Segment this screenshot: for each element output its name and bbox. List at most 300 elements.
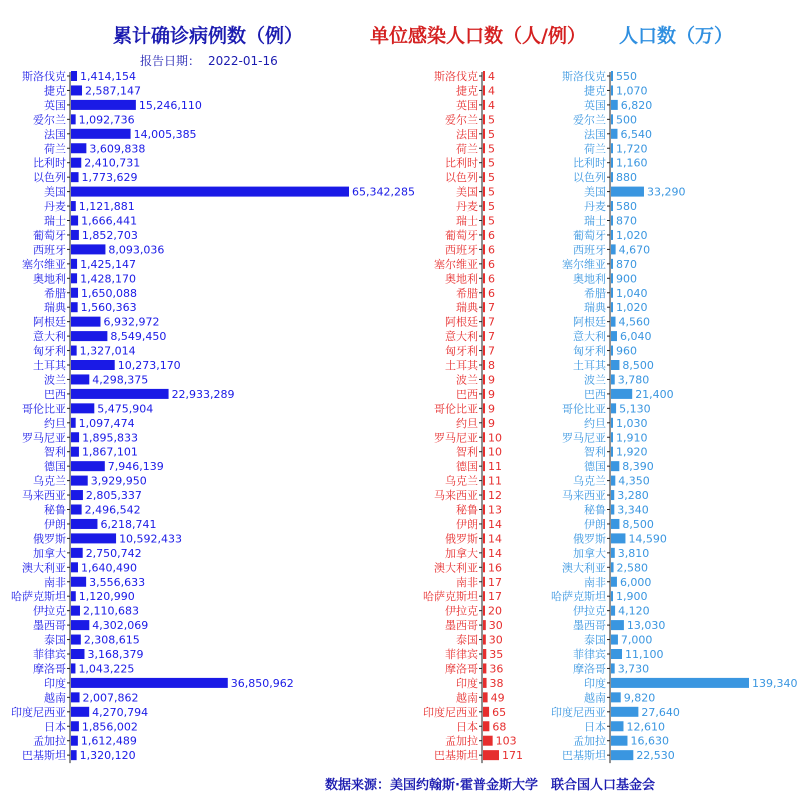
pop-bar [611,533,625,543]
cases-value-label: 1,856,002 [81,720,138,734]
ratio-category-label: 澳大利亚 [434,561,478,575]
pop-value-label: 4,120 [618,604,650,618]
ratio-category-label: 捷克 [456,84,478,98]
ratio-category-label: 法国 [456,127,478,141]
pop-category-label: 菲律宾 [573,648,606,661]
pop-category-label: 瑞士 [584,214,606,228]
cases-bar [71,201,76,211]
ratio-value-label: 171 [502,749,523,763]
pop-category-label: 以色列 [573,171,606,185]
pop-category-label: 哥伦比亚 [562,402,606,416]
pop-bar [611,678,749,688]
pop-bar [611,490,614,500]
ratio-category-label: 俄罗斯 [445,532,478,546]
cases-category-label: 波兰 [44,373,66,387]
ratio-value-label: 9 [488,416,495,430]
pop-category-label: 捷克 [584,84,606,98]
pop-value-label: 960 [616,344,637,358]
cases-value-label: 10,273,170 [117,359,181,372]
ratio-value-label: 68 [492,720,507,734]
pop-category-label: 比利时 [573,156,606,170]
ratio-category-label: 泰国 [456,633,478,647]
ratio-bar [483,678,487,688]
pop-category-label: 孟加拉 [573,734,606,748]
ratio-bar [483,663,486,673]
cases-category-label: 日本 [44,720,66,734]
cases-bar [71,259,77,269]
ratio-value-label: 7 [488,315,495,329]
cases-category-label: 土耳其 [33,359,66,372]
cases-value-label: 1,666,441 [81,214,138,228]
cases-value-label: 65,342,285 [352,185,415,199]
pop-category-label: 泰国 [584,633,606,647]
pop-value-label: 22,530 [636,749,675,763]
ratio-bar [483,374,485,384]
cases-bar [71,114,76,124]
pop-bar [611,707,638,717]
ratio-value-label: 5 [488,142,495,156]
panel-pop [551,69,798,763]
ratio-value-label: 4 [488,84,495,98]
cases-category-label: 南非 [44,575,66,589]
ratio-category-label: 荷兰 [456,142,478,156]
ratio-bar [483,302,485,312]
cases-bar [71,548,83,558]
pop-bar [611,389,632,399]
pop-category-label: 马来西亚 [562,489,606,503]
cases-value-label: 7,946,139 [107,460,164,474]
ratio-bar [483,288,485,298]
pop-value-label: 33,290 [646,185,686,199]
pop-category-label: 葡萄牙 [573,228,606,242]
ratio-bar [483,490,485,500]
cases-bar [71,158,81,168]
pop-bar [611,216,613,226]
cases-value-label: 3,609,838 [89,142,146,156]
pop-category-label: 巴西 [584,387,606,401]
cases-bar [71,187,349,197]
panel-cases [11,69,415,763]
pop-value-label: 8,390 [622,460,654,474]
cases-bar [71,172,79,182]
pop-value-label: 3,730 [617,662,650,676]
pop-bar [611,187,644,197]
cases-bar [71,273,77,283]
cases-value-label: 1,414,154 [80,70,137,83]
cases-bar [71,635,81,645]
cases-category-label: 法国 [44,127,66,141]
cases-value-label: 1,097,474 [78,416,135,430]
cases-bar [71,606,80,616]
cases-category-label: 希腊 [44,286,66,300]
ratio-bar [483,606,485,616]
ratio-value-label: 7 [488,330,495,344]
pop-value-label: 6,040 [619,330,652,344]
pop-category-label: 爱尔兰 [573,113,606,127]
pop-value-label: 8,500 [622,517,654,531]
pop-bar [611,346,613,356]
ratio-bar [483,476,485,486]
cases-value-label: 1,773,629 [81,171,138,185]
ratio-category-label: 伊拉克 [445,604,478,618]
ratio-value-label: 17 [488,575,502,589]
ratio-category-label: 墨西哥 [445,619,478,633]
cases-category-label: 乌克兰 [33,474,66,488]
pop-value-label: 870 [616,214,637,228]
ratio-category-label: 哈萨克斯坦 [423,590,478,604]
ratio-bar [483,71,485,81]
cases-value-label: 1,640,490 [80,561,137,575]
ratio-category-label: 意大利 [445,330,478,344]
pop-bar [611,750,633,760]
pop-value-label: 16,630 [630,734,669,748]
cases-value-label: 1,327,014 [79,344,136,358]
cases-value-label: 1,121,881 [78,200,135,214]
cases-value-label: 1,043,225 [78,662,135,676]
ratio-value-label: 5 [488,171,495,185]
ratio-bar [483,259,485,269]
cases-bar [71,418,76,428]
cases-value-label: 5,475,904 [97,402,154,416]
cases-bar [71,432,79,442]
cases-category-label: 意大利 [33,330,66,344]
cases-category-label: 西班牙 [33,243,66,257]
ratio-value-label: 49 [490,691,505,705]
ratio-bar [483,216,485,226]
ratio-bar [483,100,485,110]
pop-bar [611,620,624,630]
ratio-category-label: 巴基斯坦 [434,749,478,763]
source-note: 数据来源：美国约翰斯·霍普金斯大学 联合国人口基金会 [325,778,655,793]
pop-bar [611,317,616,327]
pop-bar [611,577,617,587]
pop-category-label: 阿根廷 [573,315,606,329]
pop-bar [611,432,613,442]
cases-bar [71,490,83,500]
pop-category-label: 俄罗斯 [573,532,606,546]
ratio-value-label: 103 [495,734,517,748]
ratio-value-label: 5 [488,156,495,170]
ratio-value-label: 13 [488,503,502,517]
ratio-value-label: 14 [488,546,502,560]
cases-bar [71,591,76,601]
pop-category-label: 日本 [584,720,606,734]
cases-value-label: 3,556,633 [89,575,146,589]
ratio-bar [483,187,485,197]
pop-value-label: 880 [616,171,637,185]
ratio-value-label: 36 [489,662,504,676]
ratio-category-label: 丹麦 [456,200,478,214]
pop-value-label: 8,500 [622,359,654,372]
cases-bar [71,562,78,572]
ratio-bar [483,317,485,327]
pop-value-label: 13,030 [626,619,666,633]
pop-value-label: 870 [616,257,637,271]
pop-bar [611,288,613,298]
cases-value-label: 1,650,088 [81,286,138,300]
ratio-value-label: 5 [488,214,495,228]
ratio-value-label: 4 [488,70,495,83]
cases-category-label: 菲律宾 [33,648,66,661]
ratio-category-label: 土耳其 [445,359,478,372]
pop-bar [611,403,616,413]
pop-bar [611,143,613,153]
ratio-category-label: 约旦 [456,416,478,430]
ratio-category-label: 加拿大 [445,546,478,560]
pop-bar [611,476,615,486]
cases-value-label: 36,850,962 [230,676,294,690]
cases-value-label: 6,932,972 [103,315,160,329]
cases-category-label: 智利 [44,445,66,459]
pop-bar [611,721,623,731]
cases-category-label: 瑞典 [44,301,66,315]
ratio-value-label: 14 [488,532,502,546]
pop-value-label: 6,820 [620,98,653,112]
pop-bar [611,302,613,312]
ratio-category-label: 瑞士 [456,214,478,228]
cases-bar [71,100,136,110]
ratio-bar [483,750,499,760]
ratio-bar [483,591,485,601]
cases-category-label: 加拿大 [33,546,66,560]
ratio-category-label: 塞尔维亚 [434,257,478,271]
ratio-category-label: 摩洛哥 [445,662,478,676]
cases-bar [71,85,82,95]
ratio-category-label: 西班牙 [445,243,478,257]
pop-value-label: 6,540 [620,127,652,141]
ratio-value-label: 5 [488,200,495,214]
cases-bar [71,678,228,688]
ratio-category-label: 智利 [456,445,478,459]
pop-category-label: 塞尔维亚 [562,257,606,271]
report-date: 2022-01-16 [208,54,278,68]
ratio-category-label: 孟加拉 [445,734,478,748]
ratio-value-label: 7 [488,301,495,315]
pop-bar [611,114,613,124]
pop-value-label: 1,900 [616,590,648,604]
ratio-value-label: 12 [488,489,502,503]
ratio-category-label: 以色列 [445,171,478,185]
ratio-category-label: 奥地利 [445,272,478,286]
cases-value-label: 10,592,433 [119,532,183,546]
pop-bar [611,663,615,673]
pop-category-label: 荷兰 [584,142,606,156]
ratio-value-label: 6 [488,228,495,242]
title-cases: 累计确诊病例数（例） [112,25,304,47]
ratio-bar [483,273,485,283]
ratio-category-label: 美国 [456,185,478,199]
pop-value-label: 11,100 [624,648,664,661]
pop-category-label: 波兰 [584,373,606,387]
pop-value-label: 1,160 [616,156,648,170]
cases-category-label: 墨西哥 [33,619,66,633]
cases-category-label: 荷兰 [44,142,66,156]
cases-value-label: 8,549,450 [110,330,167,344]
pop-bar [611,259,613,269]
pop-bar [611,635,618,645]
cases-value-label: 2,587,147 [85,84,141,98]
ratio-value-label: 9 [488,373,495,387]
pop-category-label: 智利 [584,445,606,459]
ratio-bar [483,244,485,254]
cases-bar [71,707,89,717]
ratio-category-label: 哥伦比亚 [434,402,478,416]
cases-bar [71,692,80,702]
ratio-bar [483,721,489,731]
ratio-value-label: 14 [488,517,502,531]
pop-bar [611,736,627,746]
cases-category-label: 德国 [44,460,66,474]
pop-category-label: 斯洛伐克 [562,70,606,83]
ratio-value-label: 6 [488,243,495,257]
cases-value-label: 1,867,101 [81,445,138,459]
cases-value-label: 2,308,615 [83,633,140,647]
pop-category-label: 摩洛哥 [573,662,606,676]
cases-value-label: 14,005,385 [133,127,197,141]
pop-value-label: 139,340 [752,676,798,690]
ratio-category-label: 德国 [456,460,478,474]
cases-value-label: 1,425,147 [80,257,137,271]
ratio-value-label: 65 [492,705,507,719]
ratio-value-label: 6 [488,272,495,286]
pop-category-label: 匈牙利 [573,344,606,358]
ratio-bar [483,158,485,168]
pop-bar [611,273,613,283]
ratio-category-label: 爱尔兰 [445,113,478,127]
pop-value-label: 1,020 [616,301,648,315]
cases-value-label: 1,428,170 [80,272,137,286]
cases-value-label: 2,410,731 [84,156,141,170]
ratio-category-label: 波兰 [456,373,478,387]
cases-category-label: 美国 [44,185,66,199]
cases-bar [71,71,77,81]
ratio-bar [483,432,485,442]
cases-category-label: 英国 [44,98,66,112]
ratio-bar [483,533,485,543]
ratio-value-label: 6 [488,286,495,300]
pop-value-label: 900 [616,272,637,286]
cases-value-label: 3,929,950 [90,474,147,488]
pop-value-label: 6,000 [619,575,652,589]
pop-category-label: 伊朗 [584,517,606,531]
ratio-value-label: 8 [488,359,495,372]
ratio-bar [483,548,485,558]
pop-value-label: 7,000 [620,633,653,647]
ratio-value-label: 6 [488,257,495,271]
cases-category-label: 巴西 [44,387,66,401]
pop-bar [611,548,615,558]
cases-category-label: 捷克 [44,84,66,98]
ratio-category-label: 马来西亚 [434,489,478,503]
ratio-bar [483,403,485,413]
pop-category-label: 奥地利 [573,272,606,286]
cases-bar [71,736,78,746]
pop-value-label: 27,640 [641,705,680,719]
pop-value-label: 4,670 [618,243,651,257]
pop-value-label: 4,350 [618,474,650,488]
ratio-bar [483,346,485,356]
cases-value-label: 1,320,120 [79,749,136,763]
pop-category-label: 墨西哥 [573,619,606,633]
ratio-category-label: 乌克兰 [445,474,478,488]
cases-category-label: 伊朗 [44,517,66,531]
ratio-bar [483,692,488,702]
ratio-value-label: 20 [488,604,502,618]
pop-value-label: 1,920 [616,445,648,459]
pop-value-label: 3,810 [617,546,650,560]
cases-category-label: 巴基斯坦 [22,749,66,763]
cases-bar [71,389,169,399]
ratio-bar [483,736,493,746]
cases-value-label: 1,560,363 [80,301,137,315]
cases-value-label: 2,496,542 [84,503,141,517]
cases-value-label: 15,246,110 [138,98,202,112]
pop-value-label: 3,280 [617,489,649,503]
cases-bar [71,331,107,341]
ratio-bar [483,114,485,124]
pop-bar [611,129,617,139]
cases-category-label: 伊拉克 [33,604,66,618]
pop-category-label: 哈萨克斯坦 [551,590,606,604]
ratio-value-label: 30 [488,633,503,647]
pop-bar [611,519,619,529]
cases-bar [71,288,78,298]
pop-category-label: 美国 [584,185,606,199]
cases-category-label: 哈萨克斯坦 [11,590,66,604]
pop-value-label: 1,030 [616,416,648,430]
pop-value-label: 550 [616,70,637,83]
cases-category-label: 奥地利 [33,272,66,286]
pop-category-label: 西班牙 [573,243,606,257]
cases-bar [71,461,105,471]
ratio-bar [483,331,485,341]
cases-category-label: 阿根廷 [33,315,66,329]
pop-category-label: 印度尼西亚 [551,705,606,719]
cases-value-label: 1,895,833 [82,431,139,445]
pop-bar [611,244,616,254]
cases-category-label: 印度 [44,676,66,690]
ratio-category-label: 斯洛伐克 [434,70,478,83]
ratio-bar [483,635,486,645]
cases-bar [71,360,115,370]
ratio-category-label: 菲律宾 [445,648,478,661]
pop-value-label: 12,610 [626,720,665,734]
cases-category-label: 比利时 [33,156,66,170]
cases-value-label: 2,805,337 [85,489,142,503]
cases-value-label: 8,093,036 [108,243,165,257]
cases-category-label: 爱尔兰 [33,113,66,127]
ratio-bar [483,562,485,572]
cases-bar [71,750,77,760]
cases-category-label: 秘鲁 [44,503,66,517]
ratio-bar [483,360,485,370]
cases-category-label: 印度尼西亚 [11,705,66,719]
cases-category-label: 匈牙利 [33,344,66,358]
pop-value-label: 3,340 [617,503,649,517]
cases-category-label: 马来西亚 [22,489,66,503]
cases-category-label: 泰国 [44,633,66,647]
pop-category-label: 德国 [584,460,606,474]
cases-category-label: 哥伦比亚 [22,402,66,416]
cases-bar [71,216,78,226]
pop-bar [611,100,618,110]
pop-bar [611,71,613,81]
pop-value-label: 1,070 [616,84,648,98]
pop-bar [611,158,613,168]
cases-category-label: 斯洛伐克 [22,70,66,83]
cases-category-label: 以色列 [33,171,66,185]
cases-bar [71,476,88,486]
